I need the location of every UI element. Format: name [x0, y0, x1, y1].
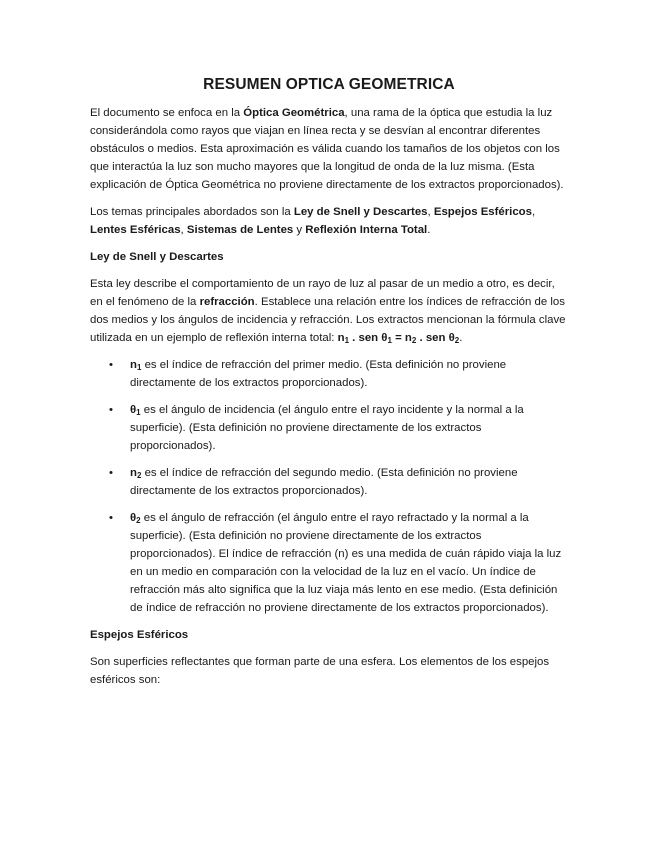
document-page — [90, 76, 568, 698]
list-item — [109, 401, 568, 455]
intro-text-rest: , una rama de la óptica que estudia la luz considerándola como rayos que viajan en línea recta y se desvían al encontrar diferentes obstáculos o medios. Esta aproximación es válida cuando los tamaños de los objetos con los que interactúa la luz son mucho mayores que la longitud de onda de la luz misma. (Esta explicación de Óptica Geométrica no proviene directamente de los extractos proporcionados). — [90, 107, 564, 191]
list-symbol: $n_2$ — [130, 467, 142, 480]
intro-paragraph — [90, 104, 568, 194]
topics-text: Los temas principales abordados son la — [90, 206, 294, 218]
topics-sep: , — [180, 224, 187, 236]
snell-bold: refracción — [199, 296, 255, 308]
intro-text: El documento se enfoca en la — [90, 107, 244, 119]
topic-snell: Ley de Snell y Descartes — [293, 206, 428, 218]
topics-paragraph — [90, 203, 568, 239]
topics-sep: , — [427, 206, 434, 218]
formula-end: . — [459, 332, 463, 344]
intro-bold: Óptica Geométrica — [243, 107, 345, 119]
topics-end: . — [427, 224, 431, 236]
topic-total-reflection: Reflexión Interna Total — [305, 224, 428, 236]
snell-paragraph — [90, 275, 568, 347]
list-item-text: es el índice de refracción del segundo medio. (Esta definición no proviene directamente de los extractos proporcionados). — [130, 467, 518, 497]
snell-text-rest: . Establece una relación entre los índices de refracción de los dos medios y los ángulos de incidencia y refracción. Los extractos mencionan la fórmula clave utilizada en un ejemplo de reflexión interna total: — [90, 296, 566, 344]
list-item-text: es el ángulo de incidencia (el ángulo entre el rayo incidente y la normal a la superficie). (Esta definición no proviene directamente de los extractos proporcionados). — [130, 404, 524, 452]
list-item — [109, 509, 568, 617]
list-symbol: $\theta_2$ — [130, 512, 141, 525]
list-item-text: es el ángulo de refracción (el ángulo entre el rayo refractado y la normal a la superficie). (Esta definición no proviene directamente de los extractos proporcionados). El índice de refracción (n) es una medida de cuán rápido viaja la luz en un medio en comparación con la velocidad de la luz en el vacío. Un índice de refracción más alto significa que la luz viaja más lento en ese medio. (Esta definición de índice de refracción no proviene directamente de los extractos proporcionados). — [130, 512, 562, 614]
list-item — [109, 464, 568, 500]
mirrors-heading: Espejos Esféricos — [90, 629, 189, 641]
topics-sep: y — [293, 224, 306, 236]
list-item — [109, 356, 568, 392]
bullet-icon: • — [109, 467, 113, 479]
snell-list — [90, 356, 568, 617]
snell-text: Esta ley describe el comportamiento de un rayo de luz al pasar de un medio a otro, es decir, en el fenómeno de la — [90, 278, 555, 308]
topic-mirrors: Espejos Esféricos — [433, 206, 532, 218]
bullet-icon: • — [109, 359, 113, 371]
list-item-text: es el índice de refracción del primer medio. (Esta definición no proviene directamente de los extractos proporcionados). — [130, 359, 507, 389]
snell-heading: Ley de Snell y Descartes — [90, 251, 224, 263]
topic-lens-systems: Sistemas de Lentes — [186, 224, 294, 236]
bullet-icon: • — [109, 404, 113, 416]
page-title: RESUMEN OPTICA GEOMETRICA — [203, 76, 455, 93]
topic-lenses: Lentes Esféricas — [90, 224, 181, 236]
topics-sep: , — [531, 206, 536, 218]
mirrors-paragraph: Son superficies reflectantes que forman parte de una esfera. Los elementos de los espejos esféricos son: — [90, 656, 550, 686]
snell-formula: $n_1$ . sen $\theta_1 = n_2$ . sen $\theta_2$ — [337, 332, 460, 345]
list-symbol: $n_1$ — [130, 359, 142, 372]
list-symbol: $\theta_1$ — [130, 404, 141, 417]
bullet-icon: • — [109, 512, 113, 524]
